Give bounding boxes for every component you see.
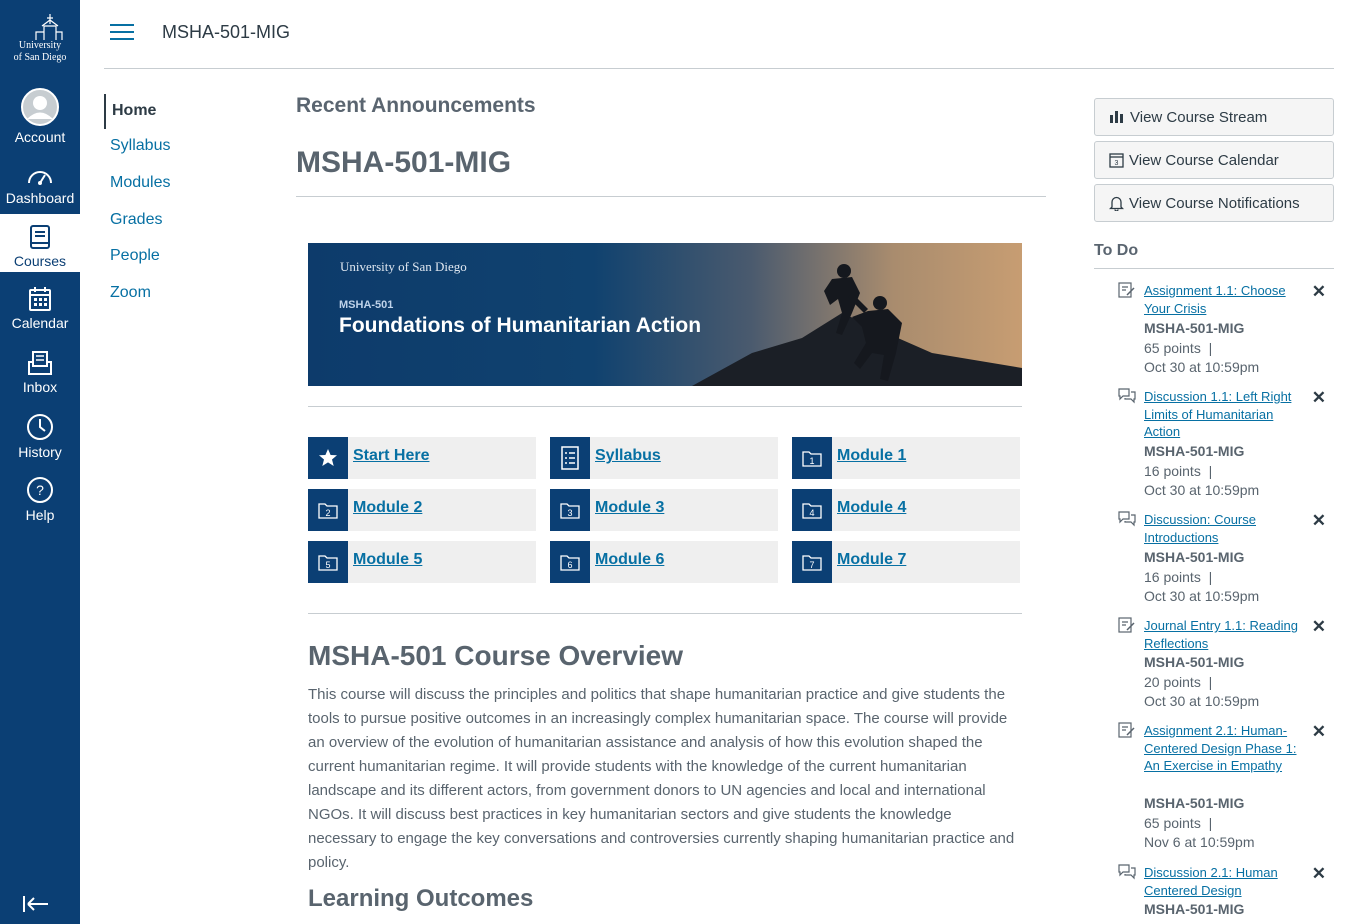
- nav-courses-label: Courses: [13, 253, 67, 269]
- nav-help-label: Help: [25, 507, 55, 523]
- global-nav: [0, 0, 80, 924]
- tile-label: Start Here: [353, 447, 430, 464]
- todo-heading: To Do: [1094, 242, 1139, 259]
- svg-text:3: 3: [1114, 160, 1119, 167]
- todo-points: 20 points: [1144, 673, 1201, 690]
- module-2-icon: [308, 489, 348, 531]
- help-icon: [26, 476, 54, 504]
- nav-history[interactable]: [0, 413, 80, 460]
- calendar-icon: [1109, 152, 1124, 168]
- banner-course-code: MSHA-501: [339, 299, 394, 311]
- star-icon: [308, 437, 348, 479]
- course-nav-people[interactable]: People: [110, 247, 160, 265]
- module-number: 3: [567, 508, 573, 518]
- course-header: [104, 0, 1334, 69]
- title-divider: [296, 196, 1046, 197]
- tile-syllabus[interactable]: [550, 437, 778, 479]
- courses-icon: [29, 224, 51, 250]
- todo-meta: [1144, 548, 1314, 607]
- todo-title-link[interactable]: Assignment 2.1: Human-Centered Design Phase 1: An Exercise in Empathy: [1144, 723, 1297, 773]
- tile-start-here[interactable]: [308, 437, 536, 479]
- todo-title-link[interactable]: Assignment 1.1: Choose Your Crisis: [1144, 283, 1286, 316]
- meta-separator: |: [1208, 339, 1213, 356]
- tile-module-6[interactable]: [550, 541, 778, 583]
- nav-courses[interactable]: [0, 214, 80, 272]
- tile-module-3[interactable]: [550, 489, 778, 531]
- course-nav-syllabus[interactable]: Syllabus: [110, 137, 171, 154]
- tile-module-5[interactable]: [308, 541, 536, 583]
- svg-text:of San Diego: of San Diego: [13, 52, 67, 63]
- module-1-icon: [792, 437, 832, 479]
- module-7-icon: [792, 541, 832, 583]
- bell-icon: [1109, 195, 1124, 211]
- dismiss-todo-button[interactable]: ✕: [1311, 282, 1326, 301]
- tile-label: Module 1: [837, 447, 907, 464]
- tile-label: Module 4: [837, 499, 907, 516]
- inbox-icon: [26, 350, 54, 376]
- module-6-icon: [550, 541, 590, 583]
- course-nav-zoom[interactable]: Zoom: [110, 284, 151, 302]
- module-4-icon: [792, 489, 832, 531]
- stream-icon: [1109, 110, 1125, 124]
- tiles-divider: [308, 613, 1022, 614]
- breadcrumb[interactable]: MSHA-501-MIG: [162, 22, 291, 42]
- todo-due: Oct 30 at 10:59pm: [1144, 693, 1260, 709]
- course-nav: [104, 94, 274, 313]
- calendar-icon: [28, 286, 52, 312]
- assignment-icon: [1118, 722, 1136, 738]
- assignment-icon: [1118, 282, 1136, 298]
- todo-due: Nov 6 at 10:59pm: [1144, 834, 1255, 850]
- nav-dashboard[interactable]: [0, 165, 80, 206]
- page-title: MSHA-501-MIG: [296, 146, 512, 179]
- module-number: 1: [809, 456, 815, 466]
- view-course-notifications-label: View Course Notifications: [1129, 194, 1300, 212]
- course-nav-modules[interactable]: Modules: [110, 173, 171, 191]
- todo-due: Oct 30 at 10:59pm: [1144, 588, 1260, 604]
- tile-module-1[interactable]: [792, 437, 1020, 479]
- collapse-nav-button[interactable]: [22, 894, 50, 919]
- todo-title-link[interactable]: Discussion: Course Introductions: [1144, 512, 1256, 545]
- todo-due: Oct 30 at 10:59pm: [1144, 359, 1260, 375]
- banner-divider: [308, 406, 1022, 407]
- module-number: 5: [325, 560, 331, 570]
- view-course-calendar-button[interactable]: [1094, 141, 1334, 179]
- course-banner: [308, 243, 1022, 386]
- meta-separator: |: [1208, 814, 1213, 831]
- nav-history-label: History: [18, 444, 62, 460]
- tile-label: Module 3: [595, 499, 665, 516]
- tile-module-7[interactable]: [792, 541, 1020, 583]
- tile-label: Module 5: [353, 551, 423, 568]
- discussion-icon: [1118, 864, 1136, 880]
- todo-meta: [1144, 900, 1314, 920]
- todo-due: Oct 30 at 10:59pm: [1144, 482, 1260, 498]
- tile-module-2[interactable]: [308, 489, 536, 531]
- collapse-icon: [22, 894, 50, 914]
- banner-university: University of San Diego: [340, 259, 467, 274]
- nav-dashboard-label: Dashboard: [5, 190, 75, 206]
- course-nav-grades[interactable]: Grades: [110, 210, 163, 228]
- banner-course-name: Foundations of Humanitarian Action: [339, 314, 702, 337]
- recent-announcements-heading: Recent Announcements: [296, 94, 536, 117]
- overview-title: MSHA-501 Course Overview: [308, 640, 684, 671]
- todo-title-link[interactable]: Journal Entry 1.1: Reading Reflections: [1144, 618, 1298, 651]
- todo-course: MSHA-501-MIG: [1144, 549, 1245, 565]
- todo-points: 16 points: [1144, 462, 1201, 479]
- meta-separator: |: [1208, 568, 1213, 585]
- view-course-stream-label: View Course Stream: [1130, 108, 1268, 126]
- nav-inbox-label: Inbox: [22, 379, 58, 395]
- dismiss-todo-button[interactable]: ✕: [1311, 388, 1326, 407]
- dashboard-icon: [26, 165, 54, 187]
- todo-points: 65 points: [1144, 339, 1201, 356]
- nav-account-label: Account: [14, 129, 66, 145]
- hamburger-menu-button[interactable]: [110, 24, 134, 44]
- nav-calendar-label: Calendar: [11, 315, 69, 331]
- todo-course: MSHA-501-MIG: [1144, 795, 1245, 811]
- todo-meta: [1144, 319, 1314, 378]
- svg-text:?: ?: [36, 482, 44, 498]
- discussion-icon: [1118, 388, 1136, 404]
- dismiss-todo-button[interactable]: ✕: [1311, 864, 1326, 883]
- overview-body: This course will discuss the principles and politics that shape humanitarian practice and give students the tools to pursue positive outcomes in an increasingly complex humanitarian space. The course will provide an overview of the evolution of humanitarian assistance and analysis of how this evolution shaped the current humanitarian regime. It will provide students with the knowledge of the current humanitarian landscape and its different actors, from government donors to UN agencies and local and international NGOs. It will discuss best practices in key humanitarian sectors and give students the knowledge necessary to engage the key conversations and controversies currently shaping humanitarian practice and policy.: [308, 686, 1015, 871]
- nav-account[interactable]: [0, 88, 80, 145]
- dismiss-todo-button[interactable]: ✕: [1311, 617, 1326, 636]
- module-3-icon: [550, 489, 590, 531]
- todo-meta: [1144, 653, 1314, 712]
- todo-course: MSHA-501-MIG: [1144, 443, 1245, 459]
- todo-points: 16 points: [1144, 568, 1201, 585]
- nav-inbox[interactable]: [0, 350, 80, 395]
- view-course-stream-button[interactable]: [1094, 98, 1334, 136]
- account-icon: [21, 88, 59, 126]
- todo-meta: [1144, 442, 1314, 501]
- view-course-notifications-button[interactable]: [1094, 184, 1334, 222]
- assignment-icon: [1118, 617, 1136, 633]
- university-logo[interactable]: [6, 10, 74, 66]
- tile-label: Module 6: [595, 551, 665, 568]
- svg-text:University: University: [18, 40, 62, 51]
- todo-course: MSHA-501-MIG: [1144, 901, 1245, 917]
- todo-course: MSHA-501-MIG: [1144, 654, 1245, 670]
- todo-title-link[interactable]: Discussion 2.1: Human Centered Design: [1144, 865, 1278, 898]
- todo-points: 65 points: [1144, 814, 1201, 831]
- todo-title-link[interactable]: Discussion 1.1: Left Right Limits of Humanitarian Action: [1144, 389, 1292, 439]
- tile-module-4[interactable]: [792, 489, 1020, 531]
- discussion-icon: [1118, 511, 1136, 527]
- tile-label: Module 7: [837, 551, 907, 568]
- tile-label: Module 2: [353, 499, 423, 516]
- module-number: 2: [325, 508, 331, 518]
- dismiss-todo-button[interactable]: ✕: [1311, 722, 1326, 741]
- module-5-icon: [308, 541, 348, 583]
- module-number: 6: [567, 560, 573, 570]
- meta-separator: |: [1208, 462, 1213, 479]
- learning-outcomes-title: Learning Outcomes: [308, 885, 534, 912]
- meta-separator: |: [1208, 673, 1213, 690]
- module-number: 7: [809, 560, 815, 570]
- todo-course: MSHA-501-MIG: [1144, 320, 1245, 336]
- nav-help[interactable]: [0, 476, 80, 523]
- module-number: 4: [809, 508, 815, 518]
- view-course-calendar-label: View Course Calendar: [1129, 151, 1279, 169]
- nav-calendar[interactable]: [0, 286, 80, 331]
- todo-meta: [1144, 794, 1314, 853]
- tile-label: Syllabus: [595, 447, 661, 464]
- history-icon: [26, 413, 54, 441]
- banner-climbers-image: [692, 243, 1022, 386]
- dismiss-todo-button[interactable]: ✕: [1311, 511, 1326, 530]
- todo-divider: [1094, 268, 1334, 269]
- course-nav-home[interactable]: Home: [104, 94, 274, 129]
- syllabus-icon: [550, 437, 590, 479]
